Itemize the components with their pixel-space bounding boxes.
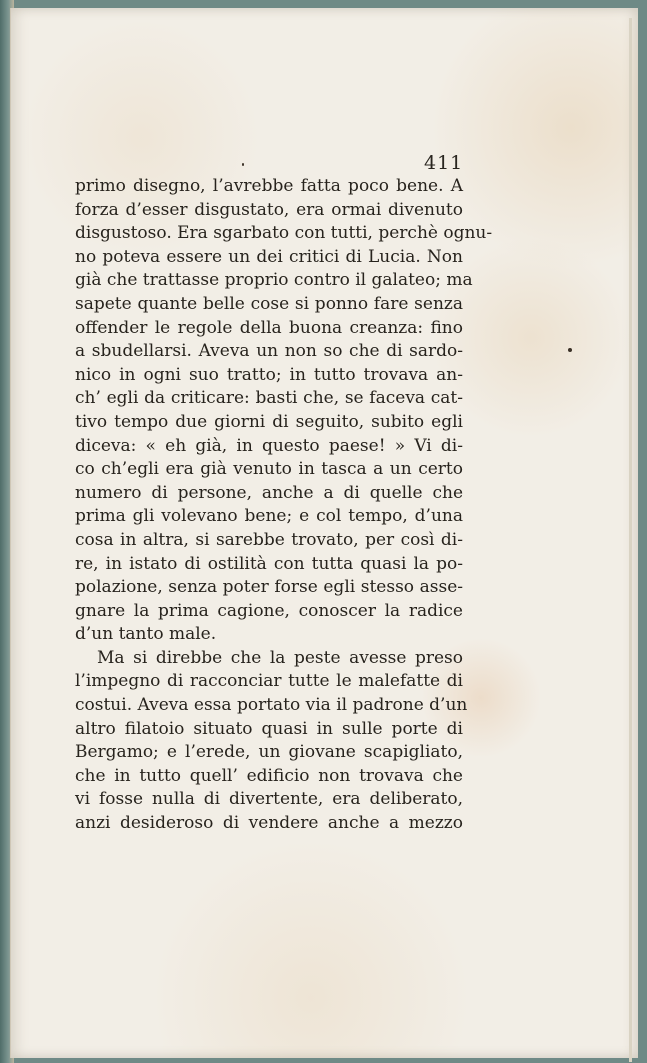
page-text	[75, 175, 493, 836]
text-line: offender le regole della buona creanza: fino	[75, 317, 463, 338]
text-line: altro filatoio situato quasi in sulle porte di	[75, 718, 463, 739]
paragraph-first-line: Ma si direbbe che la peste avesse preso	[97, 647, 463, 668]
text-line: già che trattasse proprio contro il galateo; ma	[75, 270, 473, 291]
text-line: a sbudellarsi. Aveva un non so che di sardo-	[75, 341, 463, 362]
text-line: cosa in altra, si sarebbe trovato, per così di-	[75, 529, 463, 550]
text-line: che in tutto quell’ edificio non trovava che	[75, 765, 463, 786]
text-line: nico in ogni suo tratto; in tutto trovava an-	[75, 364, 463, 385]
text-line: d’un tanto male.	[75, 624, 217, 645]
text-line: primo disegno, l’avrebbe fatta poco bene. A	[75, 176, 463, 196]
text-line: no poteva essere un dei critici di Lucia. Non	[75, 246, 463, 267]
text-line: anzi desideroso di vendere anche a mezzo	[75, 813, 463, 834]
text-line: forza d’esser disgustato, era ormai divenuto	[75, 199, 463, 220]
text-line: diceva: « eh già, in questo paese! » Vi di-	[75, 435, 463, 456]
text-line: co ch’egli era già venuto in tasca a un certo	[75, 459, 463, 480]
ink-speck	[568, 348, 572, 352]
text-line: tivo tempo due giorni di seguito, subito egli	[75, 411, 463, 432]
text-line: Bergamo; e l’erede, un giovane scapigliato,	[75, 742, 463, 763]
text-line: vi fosse nulla di divertente, era deliberato,	[75, 789, 463, 810]
text-line: disgustoso. Era sgarbato con tutti, perchè ognu-	[75, 223, 493, 244]
text-line: l’impegno di racconciar tutte le malefatte di	[75, 671, 463, 692]
page-edge	[629, 18, 632, 1062]
text-line: sapete quante belle cose si ponno fare senza	[75, 293, 463, 314]
text-line: prima gli volevano bene; e col tempo, d’una	[75, 506, 463, 527]
ink-speck	[242, 163, 244, 166]
text-line: gnare la prima cagione, conoscer la radice	[75, 600, 463, 621]
page-number: 411	[424, 152, 464, 174]
text-line: re, in istato di ostilità con tutta quasi la po-	[75, 553, 463, 574]
text-line: polazione, senza poter forse egli stesso asse-	[75, 577, 463, 598]
text-line: ch’ egli da criticare: basti che, se faceva cat-	[75, 388, 463, 409]
text-line: numero di persone, anche a di quelle che	[75, 482, 463, 503]
text-line: costui. Aveva essa portato via il padrone d’un	[75, 695, 468, 716]
